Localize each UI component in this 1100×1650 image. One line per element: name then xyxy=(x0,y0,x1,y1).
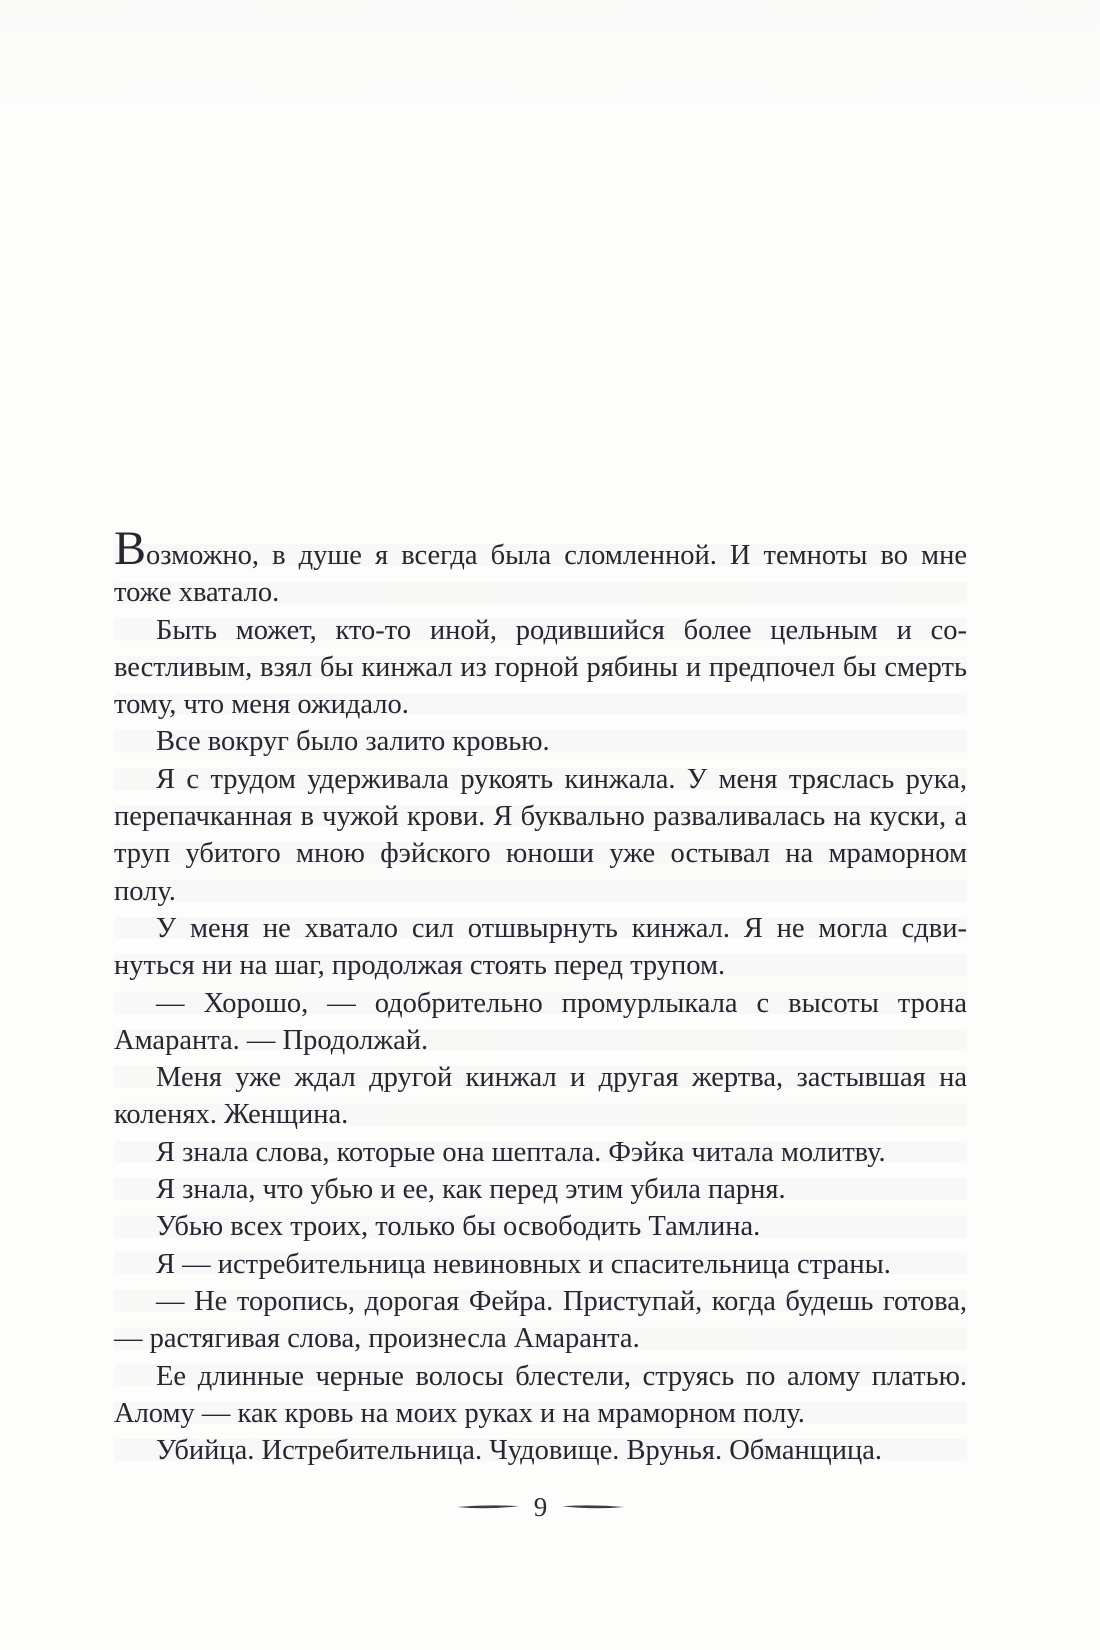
paragraph: Я знала, что убью и ее, как перед этим убила парня. xyxy=(156,1174,786,1206)
tapered-dash-ornament-icon xyxy=(457,1503,519,1511)
paragraph: — Не торопись, дорогая Фейра. Приступай, когда будешь готова, — растягивая слова, произнесла Амаранта. xyxy=(114,1285,967,1355)
page-number: 9 xyxy=(533,1492,548,1522)
page-footer xyxy=(114,1492,967,1522)
paragraph: Я знала слова, которые она шептала. Фэйка читала молитву. xyxy=(156,1136,886,1168)
paragraph-text: озможно, в душе я всегда была сломленной. И темноты во мне тоже хватало. xyxy=(114,540,967,609)
paragraph: У меня не хватало сил отшвырнуть кинжал. Я не могла сдвинуться ни на шаг, продолжая стоять перед трупом. xyxy=(114,912,967,982)
paragraph: Все вокруг было залито кровью. xyxy=(156,726,550,758)
paragraph xyxy=(114,522,967,612)
paragraph: Я с трудом удерживала рукоять кинжала. У меня тряслась рука, перепачканная в чужой крови. Я буквально разваливалась на куски, а труп убитого мною фэйского юноши уже остывал на мраморном полу. xyxy=(114,763,967,907)
tapered-dash-ornament-icon xyxy=(562,1503,624,1511)
body-text xyxy=(114,522,967,1469)
paragraph: Убийца. Истребительница. Чудовище. Врунья. Обманщица. xyxy=(156,1435,882,1467)
paragraph: Меня уже ждал другой кинжал и другая жертва, застывшая на коленях. Женщина. xyxy=(114,1062,967,1131)
paragraph: Быть может, кто-то иной, родившийся более цельным и совестливым, взял бы кинжал из горной рябины и предпочел бы смерть тому, что меня ожидало. xyxy=(114,614,967,721)
raised-initial-cap: В xyxy=(114,522,147,575)
paragraph: Ее длинные черные волосы блестели, струясь по алому платью. Алому — как кровь на моих руках и на мраморном полу. xyxy=(114,1360,967,1429)
paragraph: Я — истребительница невиновных и спасительница страны. xyxy=(156,1248,891,1280)
paragraph: Убью всех троих, только бы освободить Тамлина. xyxy=(156,1211,761,1243)
paragraph: — Хорошо, — одобрительно промурлыкала с высоты трона Амаранта. — Продолжай. xyxy=(114,987,967,1056)
